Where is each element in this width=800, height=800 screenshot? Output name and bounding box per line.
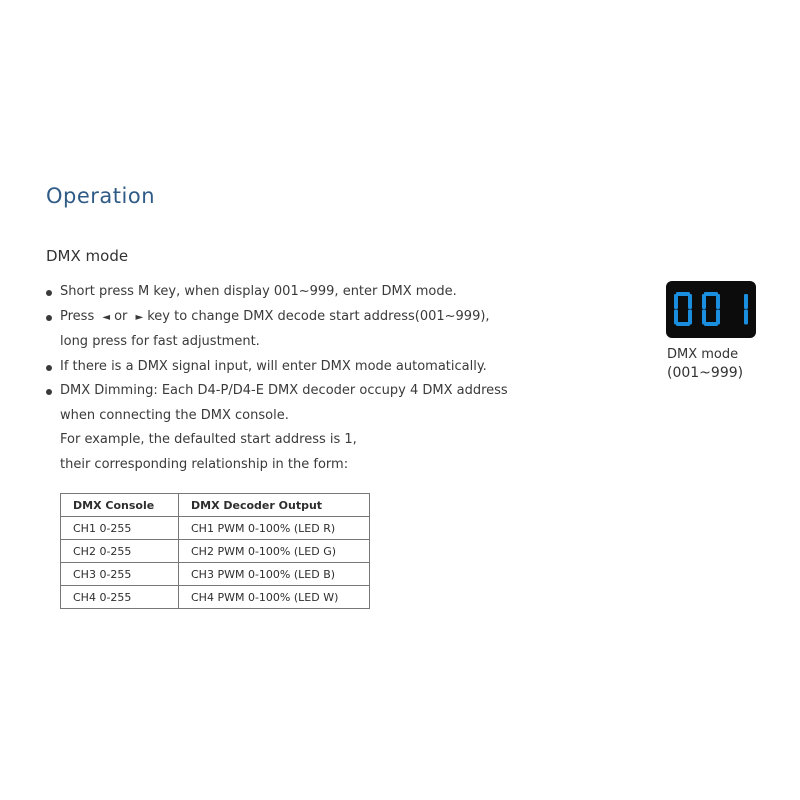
- digit-segment: [744, 294, 748, 309]
- dmx-mapping-table: [60, 493, 370, 609]
- bullet-text: If there is a DMX signal input, will enter DMX mode automatically.: [60, 358, 487, 374]
- display-range-label: (001~999): [667, 365, 744, 381]
- table-header-cell: DMX Console: [61, 494, 179, 517]
- bullet-continuation: long press for fast adjustment.: [60, 334, 260, 349]
- bullet-text: Press: [60, 308, 95, 324]
- digit-segment: [674, 310, 678, 325]
- led-display: [666, 281, 756, 338]
- bullet-dot-icon: [46, 315, 52, 321]
- table-row: [61, 563, 370, 586]
- table-cell: CH3 PWM 0-100% (LED B): [179, 563, 370, 586]
- left-arrow-icon: ◄: [102, 311, 111, 323]
- table-row: [61, 586, 370, 609]
- bullet-dot-icon: [46, 389, 52, 395]
- table-cell: CH2 PWM 0-100% (LED G): [179, 540, 370, 563]
- bullet-text: Short press M key, when display 001~999, enter DMX mode.: [60, 284, 457, 299]
- table-cell: CH3 0-255: [61, 563, 179, 586]
- table-header-cell: DMX Decoder Output: [179, 494, 370, 517]
- display-mode-label: DMX mode: [667, 347, 739, 362]
- digit-segment: [676, 322, 690, 326]
- bullet-continuation: their corresponding relationship in the form:: [60, 456, 349, 472]
- seven-segment-digits: [666, 281, 756, 338]
- bullet-dot-icon: [46, 290, 52, 296]
- digit-segment: [704, 292, 718, 296]
- instruction-list: [46, 280, 606, 477]
- display-caption: [667, 346, 759, 382]
- section-title: Operation: [46, 184, 156, 208]
- section-subtitle: DMX mode: [46, 247, 129, 265]
- digit-segment: [704, 322, 718, 326]
- digit-segment: [688, 294, 692, 309]
- digit-segment: [716, 294, 720, 309]
- bullet-item: [46, 379, 606, 404]
- right-arrow-icon: ►: [135, 311, 144, 323]
- digit-segment: [702, 294, 706, 309]
- digit-segment: [702, 310, 706, 325]
- table-cell: CH1 PWM 0-100% (LED R): [179, 517, 370, 540]
- digit-segment: [676, 292, 690, 296]
- table-cell: CH4 PWM 0-100% (LED W): [179, 586, 370, 609]
- bullet-text: or: [114, 308, 128, 324]
- table-cell: CH2 0-255: [61, 540, 179, 563]
- bullet-item: [46, 280, 606, 305]
- table-header-row: [61, 494, 370, 517]
- digit-segment: [744, 310, 748, 325]
- bullet-item: [46, 305, 606, 331]
- bullet-dot-icon: [46, 365, 52, 371]
- bullet-continuation: For example, the defaulted start address is 1,: [60, 432, 357, 447]
- table-cell: CH1 0-255: [61, 517, 179, 540]
- bullet-item: [46, 355, 606, 380]
- bullet-text: key to change DMX decode start address(001~999),: [147, 308, 490, 324]
- digit-segment: [674, 294, 678, 309]
- bullet-continuation: when connecting the DMX console.: [60, 407, 289, 423]
- table-row: [61, 540, 370, 563]
- table-row: [61, 517, 370, 540]
- table-cell: CH4 0-255: [61, 586, 179, 609]
- bullet-text: DMX Dimming: Each D4-P/D4-E DMX decoder occupy 4 DMX address: [60, 383, 508, 398]
